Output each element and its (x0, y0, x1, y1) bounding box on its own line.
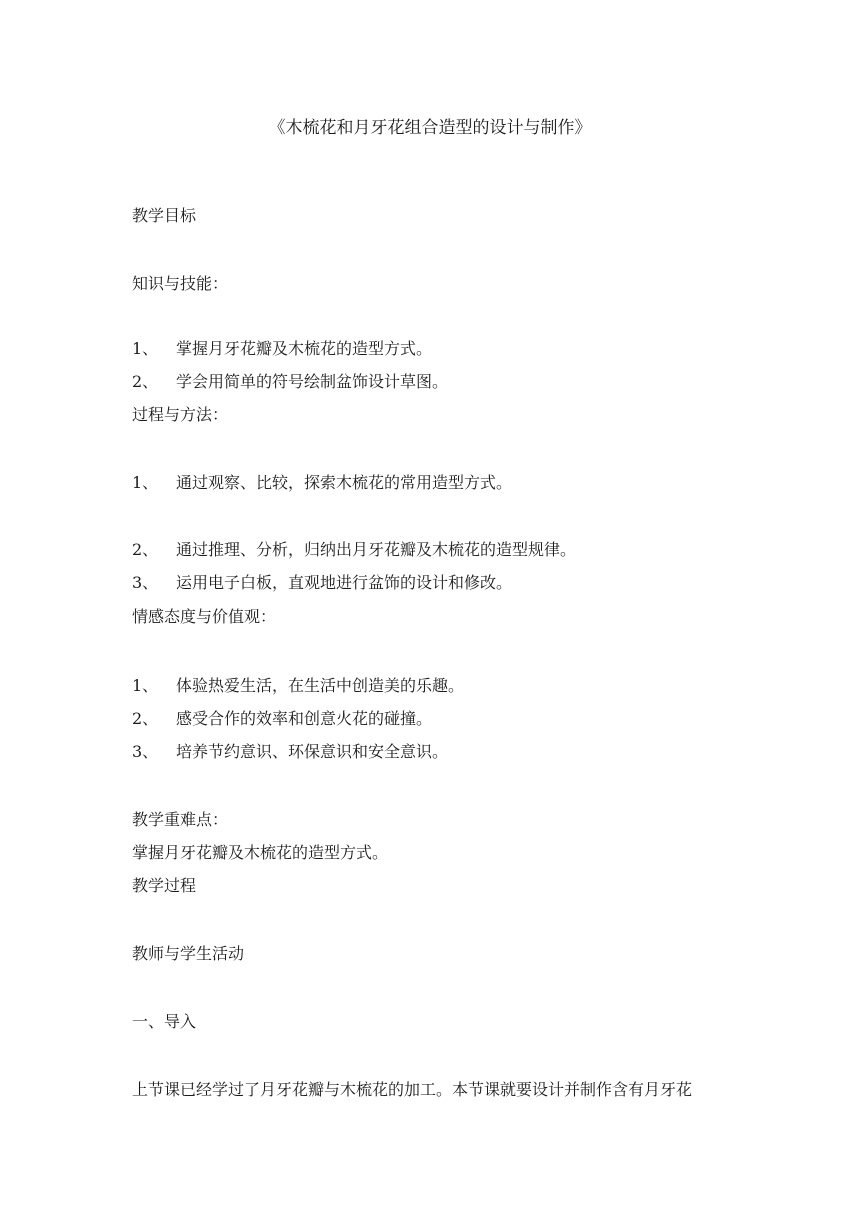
key-points-text: 掌握月牙花瓣及木梳花的造型方式。 (132, 843, 389, 862)
item-text: 运用电子白板，直观地进行盆饰的设计和修改。 (176, 573, 513, 592)
document-title: 《木梳花和月牙花组合造型的设计与制作》 (268, 118, 592, 138)
process-item-1 (132, 473, 512, 493)
process-item-3 (132, 573, 512, 593)
process-method-heading: 过程与方法： (132, 405, 229, 424)
emotion-heading: 情感态度与价值观： (132, 607, 277, 626)
knowledge-item-2 (132, 372, 448, 392)
activities-heading: 教师与学生活动 (132, 944, 245, 963)
teaching-process-heading: 教学过程 (132, 876, 197, 895)
intro-paragraph: 上节课已经学过了月牙花瓣与木梳花的加工。本节课就要设计并制作含有月牙花 (132, 1080, 693, 1099)
knowledge-item-1 (132, 339, 432, 359)
item-text: 掌握月牙花瓣及木梳花的造型方式。 (176, 339, 433, 358)
emotion-item-2 (132, 709, 432, 729)
item-text: 培养节约意识、环保意识和安全意识。 (176, 742, 449, 761)
item-number: 2、 (132, 372, 159, 391)
item-number: 1、 (132, 339, 159, 358)
item-text: 通过推理、分析，归纳出月牙花瓣及木梳花的造型规律。 (176, 540, 577, 559)
item-text: 通过观察、比较，探索木梳花的常用造型方式。 (176, 473, 513, 492)
intro-heading: 一、导入 (132, 1012, 197, 1031)
item-number: 2、 (132, 709, 159, 728)
emotion-item-3 (132, 742, 448, 762)
knowledge-heading: 知识与技能： (132, 274, 229, 293)
item-text: 体验热爱生活，在生活中创造美的乐趣。 (176, 676, 465, 695)
item-text: 学会用简单的符号绘制盆饰设计草图。 (176, 372, 449, 391)
objectives-heading: 教学目标 (132, 206, 197, 225)
item-number: 2、 (132, 540, 159, 559)
item-text: 感受合作的效率和创意火花的碰撞。 (176, 709, 433, 728)
item-number: 3、 (132, 742, 159, 761)
process-item-2 (132, 540, 576, 560)
item-number: 1、 (132, 473, 159, 492)
item-number: 3、 (132, 573, 159, 592)
key-points-heading: 教学重难点： (132, 810, 229, 829)
emotion-item-1 (132, 676, 464, 696)
item-number: 1、 (132, 676, 159, 695)
